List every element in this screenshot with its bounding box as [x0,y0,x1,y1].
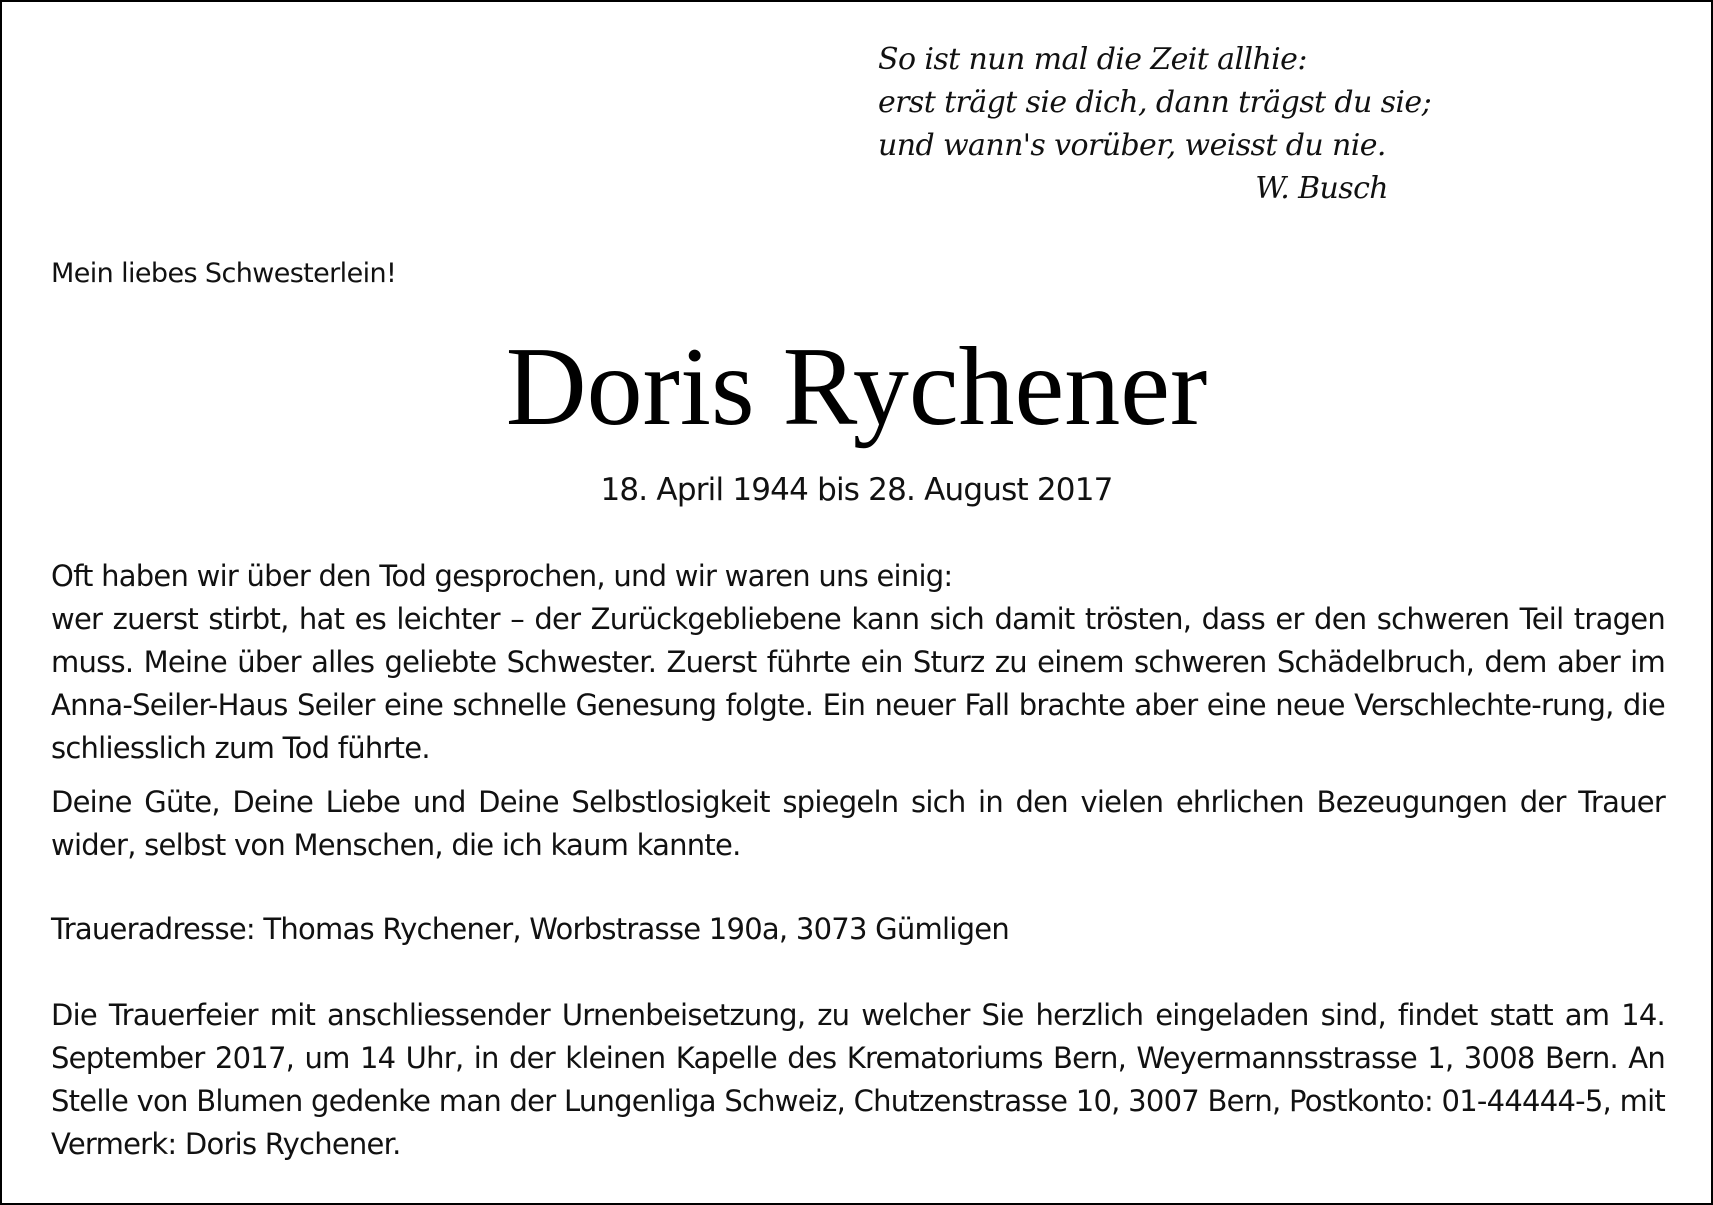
life-dates: 18. April 1944 bis 28. August 2017 [600,472,1113,508]
greeting: Mein liebes Schwesterlein! [51,258,397,289]
paragraph-text: wer zuerst stirbt, hat es leichter – der Zurückgebliebene kann sich damit trösten, dass er den schweren Teil tragen muss. Meine über alles geliebte Schwester. Zuerst führte ein Sturz zu einem schweren Schädelbruch, dem aber im Anna-Seiler-Haus Seiler eine schnelle Genesung folgte. Ein neuer Fall brachte aber eine neue Verschlechte-rung, die schliesslich zum Tod führte. [51,602,1665,765]
poem-line: erst trägt sie dich, dann trägst du sie; [878,85,1432,120]
paragraph-tribute: Deine Güte, Deine Liebe und Deine Selbstlosigkeit spiegeln sich in den vielen ehrlichen Bezeugungen der Trauer wider, selbst von Menschen, die ich kaum kannte. [51,785,1665,862]
poem-author: W. Busch [1255,171,1388,206]
deceased-name: Doris Rychener [505,325,1208,449]
poem-quote [878,38,1432,210]
ceremony-info: Die Trauerfeier mit anschliessender Urnenbeisetzung, zu welcher Sie herzlich eingeladen sind, findet statt am 14. September 2017, um 14 Uhr, in der kleinen Kapelle des Krematoriums Bern, Weyermannsstrasse 1, 3008 Bern. An Stelle von Blumen gedenke man der Lungenliga Schweiz, Chutzenstrasse 10, 3007 Bern, Postkonto: 01-44444-5, mit Vermerk: Doris Rychener. [51,998,1665,1161]
paragraph-intro: Oft haben wir über den Tod gesprochen, und wir waren uns einig: [51,559,953,593]
poem-line: So ist nun mal die Zeit allhie: [878,42,1307,77]
mourning-address: Traueradresse: Thomas Rychener, Worbstrasse 190a, 3073 Gümligen [51,912,1009,946]
paragraph-memories [51,555,1665,770]
poem-line: und wann's vorüber, weisst du nie. [878,128,1386,163]
